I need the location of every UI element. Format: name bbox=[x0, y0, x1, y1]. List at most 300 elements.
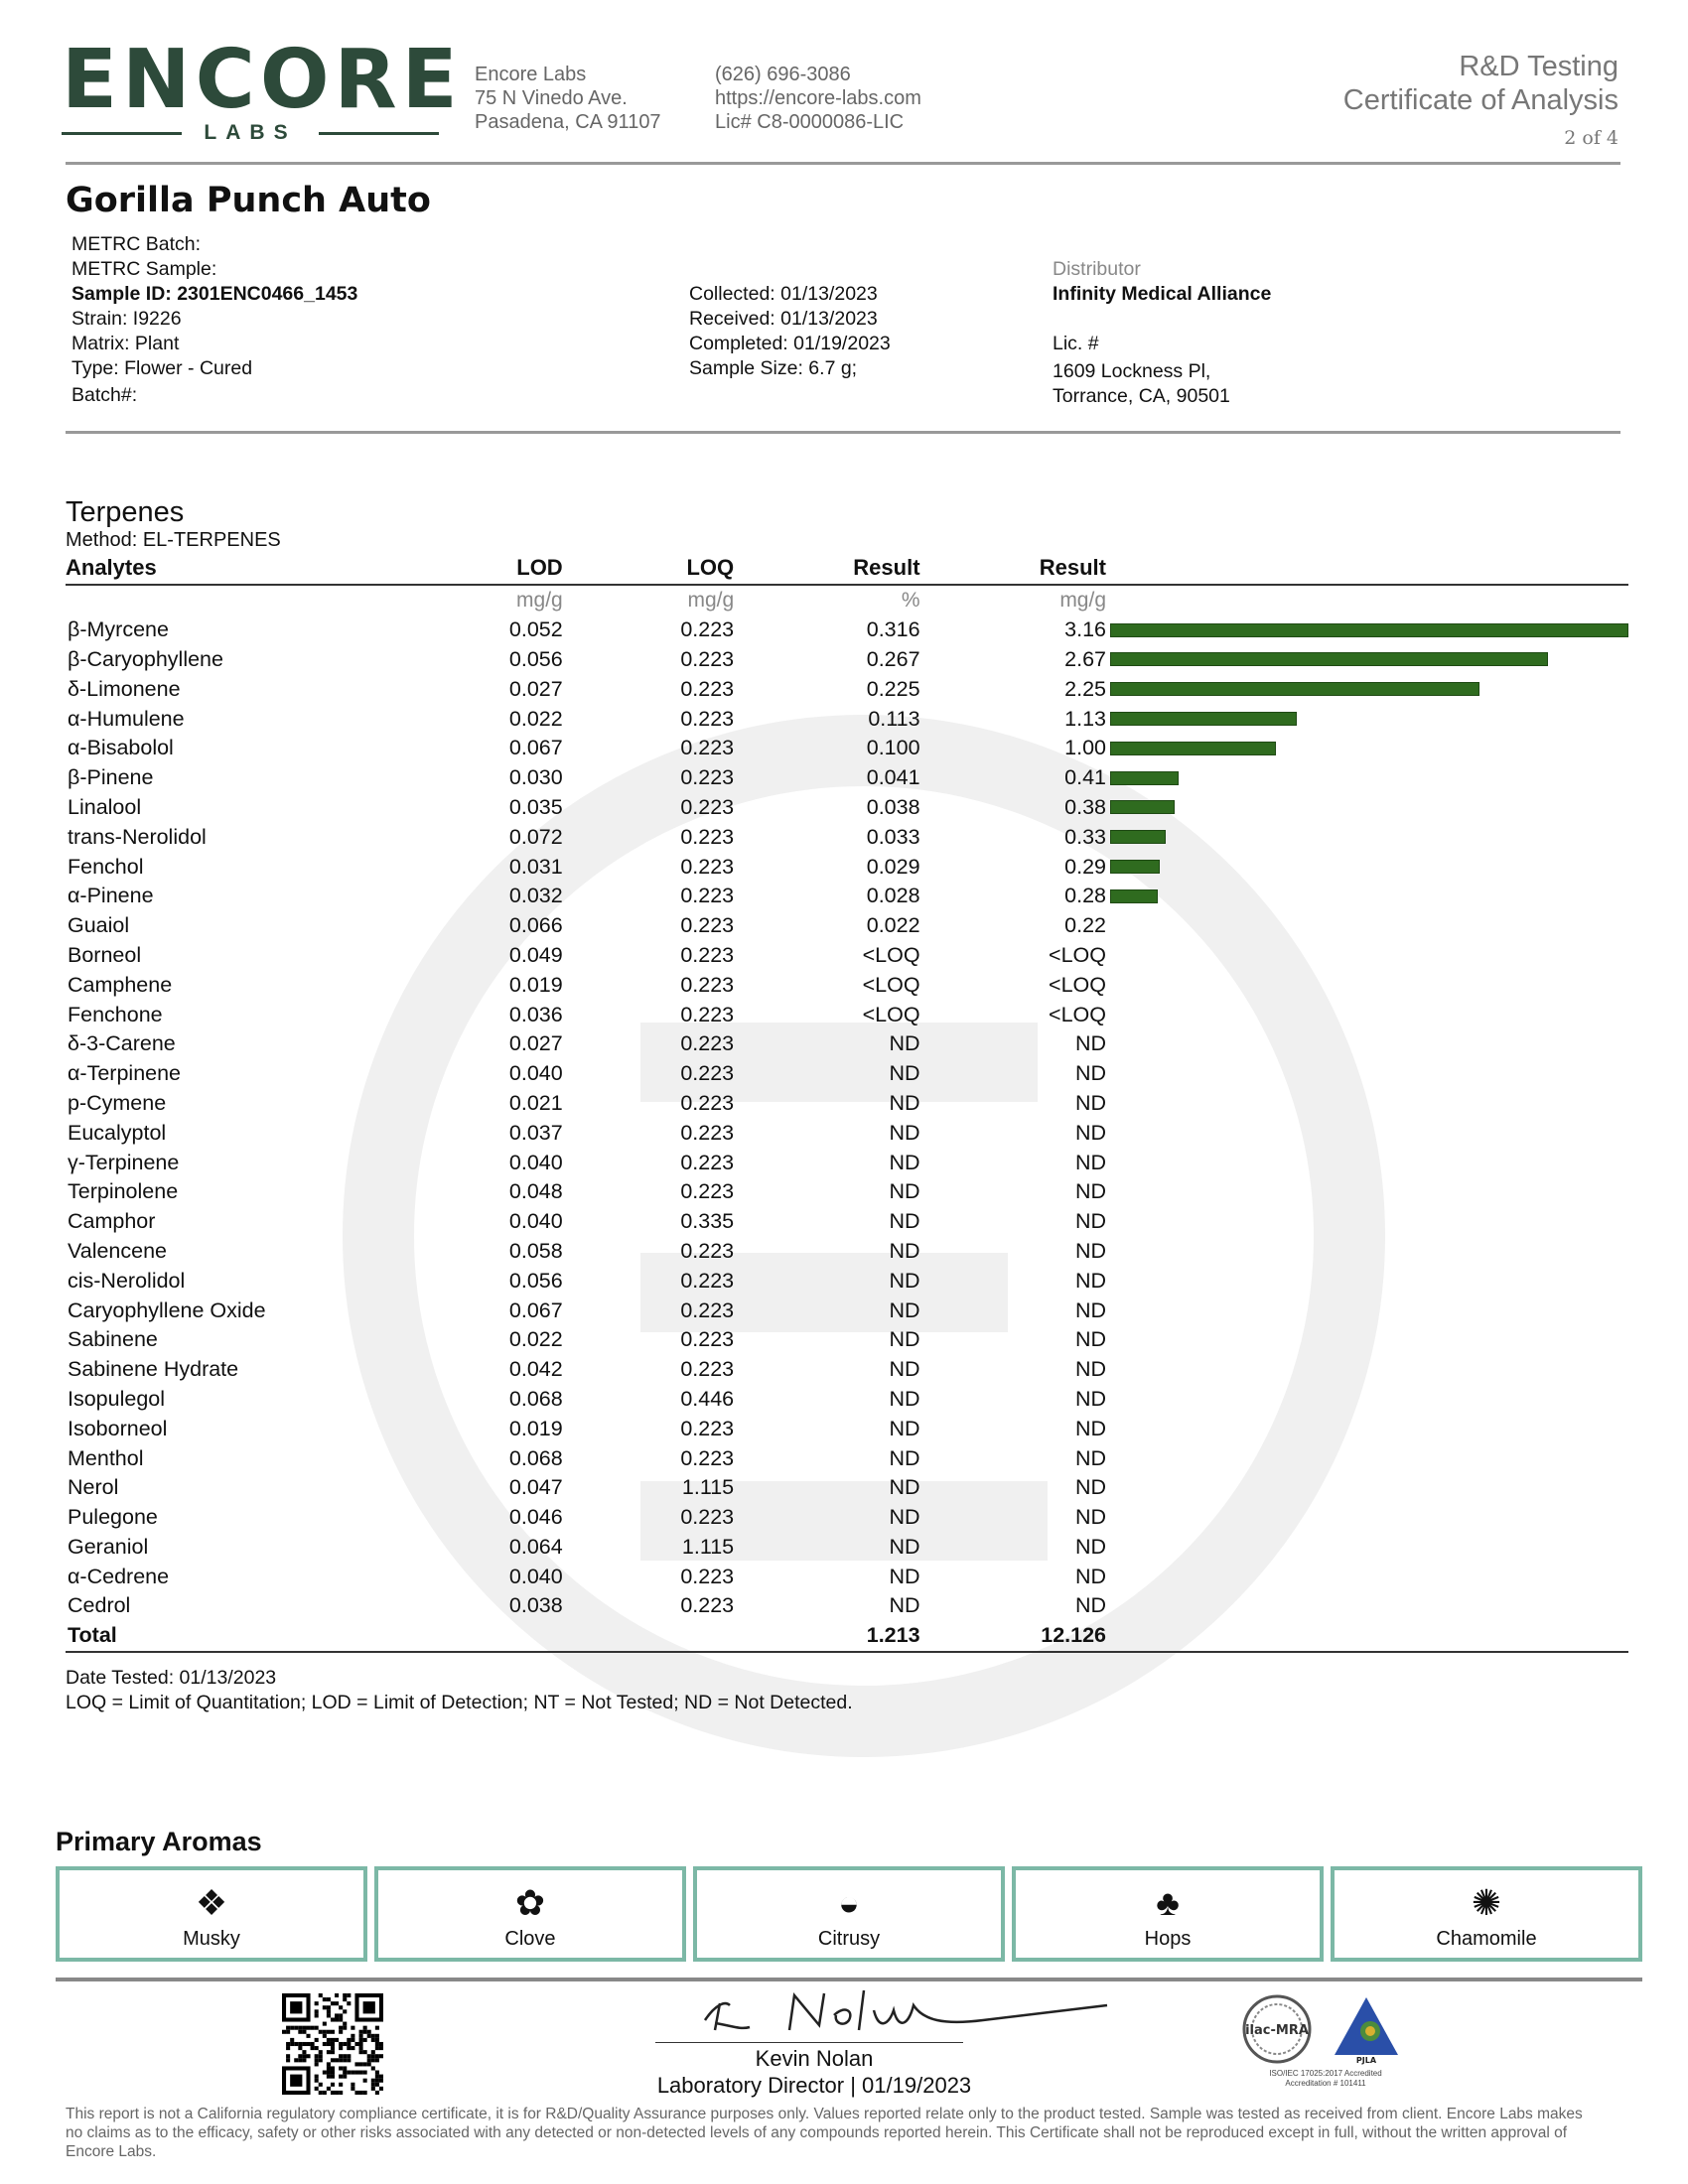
loq-value: 0.223 bbox=[680, 1268, 735, 1293]
result-bar bbox=[1110, 860, 1160, 874]
table-row bbox=[66, 1148, 1628, 1177]
lod-value: 0.019 bbox=[508, 972, 563, 997]
col-header-result-mgg: Result bbox=[920, 554, 1106, 585]
result-mgg-value: ND bbox=[1074, 1120, 1106, 1145]
sample-info-left bbox=[71, 232, 357, 408]
analyte-name: Eucalyptol bbox=[68, 1120, 167, 1145]
lod-value: 0.056 bbox=[508, 646, 563, 671]
result-bar-cell bbox=[1106, 1059, 1628, 1089]
lod-value: 0.040 bbox=[508, 1061, 563, 1086]
col-header-loq: LOQ bbox=[563, 554, 734, 585]
loq-value: 0.223 bbox=[680, 1564, 735, 1588]
result-mgg-value: ND bbox=[1074, 1505, 1106, 1530]
result-mgg-value: 3.16 bbox=[1064, 617, 1106, 642]
total-bar-empty bbox=[1106, 1621, 1628, 1652]
lab-phone: (626) 696-3086 bbox=[715, 64, 851, 85]
analyte-name: Menthol bbox=[68, 1445, 144, 1470]
aroma-label: Musky bbox=[183, 1928, 240, 1950]
table-row bbox=[66, 763, 1628, 793]
loq-value: 0.223 bbox=[680, 1090, 735, 1115]
aroma-label: Chamomile bbox=[1436, 1928, 1537, 1950]
result-bar-cell bbox=[1106, 1533, 1628, 1563]
result-bar bbox=[1110, 889, 1158, 903]
loq-value: 0.335 bbox=[680, 1209, 735, 1234]
result-mgg-value: 0.29 bbox=[1064, 854, 1106, 879]
lod-value: 0.067 bbox=[508, 736, 563, 760]
distributor-address-line2: Torrance, CA, 90501 bbox=[1053, 385, 1230, 407]
lab-contact-block bbox=[715, 63, 921, 134]
loq-value: 0.223 bbox=[680, 676, 735, 701]
loq-value: 0.223 bbox=[680, 1179, 735, 1204]
loq-value: 0.223 bbox=[680, 854, 735, 879]
result-pct-value: ND bbox=[889, 1120, 920, 1145]
lod-value: 0.027 bbox=[508, 1031, 563, 1056]
result-bar-cell bbox=[1106, 1118, 1628, 1148]
hops-icon: ♣ bbox=[1156, 1882, 1180, 1923]
doc-type-line1: R&D Testing bbox=[1459, 51, 1618, 82]
lod-value: 0.037 bbox=[508, 1120, 563, 1145]
lod-value: 0.042 bbox=[508, 1357, 563, 1382]
date-tested: Date Tested: 01/13/2023 bbox=[66, 1667, 277, 1689]
result-bar bbox=[1110, 712, 1297, 726]
result-bar-cell bbox=[1106, 1325, 1628, 1355]
distributor-name: Infinity Medical Alliance bbox=[1053, 283, 1272, 305]
lod-value: 0.022 bbox=[508, 706, 563, 731]
table-row bbox=[66, 1591, 1628, 1621]
result-pct-value: 0.028 bbox=[866, 884, 920, 908]
result-bar bbox=[1110, 830, 1166, 844]
sample-dates bbox=[689, 282, 891, 381]
analyte-name: cis-Nerolidol bbox=[68, 1268, 186, 1293]
table-row bbox=[66, 1237, 1628, 1267]
result-bar-cell bbox=[1106, 704, 1628, 734]
result-bar-cell bbox=[1106, 1237, 1628, 1267]
unit-result-pct: % bbox=[901, 588, 920, 612]
total-mgg-value: 12.126 bbox=[920, 1621, 1106, 1652]
loq-value: 0.223 bbox=[680, 765, 735, 790]
result-mgg-value: 1.00 bbox=[1064, 736, 1106, 760]
table-row bbox=[66, 1562, 1628, 1591]
lod-value: 0.040 bbox=[508, 1209, 563, 1234]
svg-text:ilac-MRA: ilac-MRA bbox=[1245, 2023, 1309, 2038]
result-pct-value: <LOQ bbox=[862, 1002, 920, 1026]
lab-name: Encore Labs bbox=[475, 64, 587, 85]
distributor-address-line1: 1609 Lockness Pl, bbox=[1053, 360, 1211, 382]
table-row bbox=[66, 615, 1628, 645]
loq-value: 0.223 bbox=[680, 1002, 735, 1026]
aroma-card-clove bbox=[374, 1866, 686, 1962]
col-header-analytes: Analytes bbox=[66, 554, 390, 585]
result-bar bbox=[1110, 652, 1548, 666]
batch-number: Batch#: bbox=[71, 384, 138, 406]
loq-value: 0.223 bbox=[680, 1593, 735, 1618]
result-bar bbox=[1110, 682, 1479, 696]
result-bar-cell bbox=[1106, 822, 1628, 852]
lod-value: 0.022 bbox=[508, 1327, 563, 1352]
result-pct-value: 0.022 bbox=[866, 913, 920, 938]
table-row bbox=[66, 1325, 1628, 1355]
method-label: Method: EL-TERPENES bbox=[66, 529, 281, 551]
signer-title: Laboratory Director | 01/19/2023 bbox=[656, 2073, 972, 2098]
table-row bbox=[66, 970, 1628, 1000]
lod-value: 0.046 bbox=[508, 1505, 563, 1530]
result-bar-cell bbox=[1106, 1355, 1628, 1385]
result-mgg-value: ND bbox=[1074, 1534, 1106, 1559]
result-mgg-value: 0.33 bbox=[1064, 824, 1106, 849]
analyte-name: trans-Nerolidol bbox=[68, 824, 207, 849]
loq-value: 0.223 bbox=[680, 1031, 735, 1056]
lod-value: 0.021 bbox=[508, 1090, 563, 1115]
lod-value: 0.064 bbox=[508, 1534, 563, 1559]
aroma-label: Hops bbox=[1144, 1928, 1192, 1950]
distributor-label: Distributor bbox=[1053, 258, 1141, 280]
lab-address-line2: Pasadena, CA 91107 bbox=[475, 111, 661, 133]
result-pct-value: ND bbox=[889, 1445, 920, 1470]
result-bar-cell bbox=[1106, 1207, 1628, 1237]
aroma-card-chamomile bbox=[1331, 1866, 1642, 1962]
result-mgg-value: ND bbox=[1074, 1209, 1106, 1234]
lod-value: 0.038 bbox=[508, 1593, 563, 1618]
accreditation-line1: ISO/IEC 17025:2017 Accredited bbox=[1269, 2069, 1382, 2078]
unit-loq: mg/g bbox=[687, 588, 735, 612]
table-row bbox=[66, 822, 1628, 852]
result-mgg-value: <LOQ bbox=[1049, 942, 1106, 967]
result-pct-value: ND bbox=[889, 1357, 920, 1382]
analyte-name: α-Terpinene bbox=[68, 1061, 182, 1086]
encore-logo-sub: LABS bbox=[62, 121, 439, 145]
matrix: Matrix: Plant bbox=[71, 333, 180, 354]
analyte-name: Borneol bbox=[68, 942, 142, 967]
result-pct-value: ND bbox=[889, 1061, 920, 1086]
strain: Strain: I9226 bbox=[71, 308, 182, 330]
result-pct-value: ND bbox=[889, 1179, 920, 1204]
header-divider bbox=[66, 162, 1620, 165]
result-pct-value: 0.225 bbox=[866, 676, 920, 701]
analyte-name: β-Caryophyllene bbox=[68, 646, 223, 671]
lod-value: 0.066 bbox=[508, 913, 563, 938]
result-mgg-value: 1.13 bbox=[1064, 706, 1106, 731]
analyte-name: β-Myrcene bbox=[68, 617, 169, 642]
analyte-name: Terpinolene bbox=[68, 1179, 179, 1204]
analyte-name: α-Bisabolol bbox=[68, 736, 174, 760]
received-date: Received: 01/13/2023 bbox=[689, 308, 878, 330]
analyte-name: δ-Limonene bbox=[68, 676, 181, 701]
result-pct-value: 0.038 bbox=[866, 794, 920, 819]
loq-value: 0.223 bbox=[680, 794, 735, 819]
signer-name: Kevin Nolan bbox=[755, 2046, 874, 2071]
lod-value: 0.058 bbox=[508, 1238, 563, 1263]
result-mgg-value: ND bbox=[1074, 1090, 1106, 1115]
loq-value: 0.223 bbox=[680, 736, 735, 760]
lod-value: 0.068 bbox=[508, 1386, 563, 1411]
metrc-sample: METRC Sample: bbox=[71, 258, 217, 280]
analyte-name: Sabinene bbox=[68, 1327, 158, 1352]
analyte-name: Nerol bbox=[68, 1475, 119, 1500]
result-bar-cell bbox=[1106, 615, 1628, 645]
total-label: Total bbox=[66, 1621, 390, 1652]
analyte-name: Isoborneol bbox=[68, 1416, 168, 1440]
lod-value: 0.068 bbox=[508, 1445, 563, 1470]
analyte-name: γ-Terpinene bbox=[68, 1150, 180, 1174]
loq-value: 0.223 bbox=[680, 942, 735, 967]
lod-value: 0.031 bbox=[508, 854, 563, 879]
table-row bbox=[66, 852, 1628, 882]
aroma-card-hops bbox=[1012, 1866, 1324, 1962]
result-mgg-value: 0.38 bbox=[1064, 794, 1106, 819]
qr-code-icon[interactable] bbox=[282, 1993, 383, 2095]
result-mgg-value: ND bbox=[1074, 1386, 1106, 1411]
unit-lod: mg/g bbox=[516, 588, 563, 612]
sample-id: Sample ID: 2301ENC0466_1453 bbox=[71, 283, 358, 305]
result-mgg-value: ND bbox=[1074, 1297, 1106, 1322]
result-pct-value: ND bbox=[889, 1593, 920, 1618]
lab-license: Lic# C8-0000086-LIC bbox=[715, 111, 905, 133]
table-row bbox=[66, 1118, 1628, 1148]
signer-block bbox=[596, 2045, 1033, 2099]
table-row bbox=[66, 645, 1628, 675]
lod-value: 0.047 bbox=[508, 1475, 563, 1500]
result-bar-cell bbox=[1106, 852, 1628, 882]
sample-size: Sample Size: 6.7 g; bbox=[689, 357, 858, 379]
col-header-result-pct: Result bbox=[734, 554, 919, 585]
result-pct-value: 0.267 bbox=[866, 646, 920, 671]
total-row bbox=[66, 1621, 1628, 1652]
loq-value: 0.223 bbox=[680, 1120, 735, 1145]
lod-value: 0.040 bbox=[508, 1150, 563, 1174]
loq-value: 0.223 bbox=[680, 1238, 735, 1263]
result-bar bbox=[1110, 771, 1179, 785]
loq-value: 0.223 bbox=[680, 1416, 735, 1440]
col-header-lod: LOD bbox=[390, 554, 562, 585]
document-type bbox=[1343, 50, 1618, 117]
result-bar-cell bbox=[1106, 882, 1628, 911]
result-pct-value: ND bbox=[889, 1268, 920, 1293]
result-bar bbox=[1110, 623, 1628, 637]
lod-value: 0.040 bbox=[508, 1564, 563, 1588]
result-bar-cell bbox=[1106, 763, 1628, 793]
distributor-license: Lic. # bbox=[1053, 333, 1099, 354]
result-bar bbox=[1110, 742, 1276, 755]
result-mgg-value: ND bbox=[1074, 1475, 1106, 1500]
lod-value: 0.048 bbox=[508, 1179, 563, 1204]
table-row bbox=[66, 1177, 1628, 1207]
loq-value: 0.223 bbox=[680, 617, 735, 642]
result-bar-cell bbox=[1106, 1296, 1628, 1325]
table-row bbox=[66, 1414, 1628, 1443]
lod-value: 0.035 bbox=[508, 794, 563, 819]
section-title-terpenes: Terpenes bbox=[66, 496, 185, 528]
abbreviation-legend: LOQ = Limit of Quantitation; LOD = Limit of Detection; NT = Not Tested; ND = Not Detected. bbox=[66, 1692, 853, 1713]
notes-block bbox=[66, 1666, 853, 1715]
metrc-batch: METRC Batch: bbox=[71, 233, 202, 255]
result-pct-value: ND bbox=[889, 1416, 920, 1440]
unit-result-mgg: mg/g bbox=[1059, 588, 1106, 612]
result-bar-cell bbox=[1106, 1266, 1628, 1296]
table-row bbox=[66, 1533, 1628, 1563]
analyte-name: α-Humulene bbox=[68, 706, 185, 731]
aroma-cards bbox=[56, 1866, 1642, 1962]
units-row bbox=[66, 585, 1628, 615]
result-mgg-value: ND bbox=[1074, 1061, 1106, 1086]
table-row bbox=[66, 704, 1628, 734]
result-bar-cell bbox=[1106, 1148, 1628, 1177]
loq-value: 0.223 bbox=[680, 1445, 735, 1470]
signature-image bbox=[685, 1976, 1122, 2045]
result-mgg-value: ND bbox=[1074, 1416, 1106, 1440]
analyte-name: p-Cymene bbox=[68, 1090, 167, 1115]
collected-date: Collected: 01/13/2023 bbox=[689, 283, 878, 305]
analyte-name: Isopulegol bbox=[68, 1386, 166, 1411]
lod-value: 0.072 bbox=[508, 824, 563, 849]
result-bar-cell bbox=[1106, 1089, 1628, 1119]
aroma-card-citrusy bbox=[693, 1866, 1005, 1962]
lab-website[interactable]: https://encore-labs.com bbox=[715, 87, 921, 109]
analyte-name: Cedrol bbox=[68, 1593, 131, 1618]
table-row bbox=[66, 1503, 1628, 1533]
lab-address-line1: 75 N Vinedo Ave. bbox=[475, 87, 628, 109]
result-pct-value: 0.029 bbox=[866, 854, 920, 879]
analyte-name: Valencene bbox=[68, 1238, 168, 1263]
loq-value: 0.223 bbox=[680, 1061, 735, 1086]
result-bar-cell bbox=[1106, 1385, 1628, 1415]
result-mgg-value: ND bbox=[1074, 1327, 1106, 1352]
lod-value: 0.032 bbox=[508, 884, 563, 908]
table-row bbox=[66, 1207, 1628, 1237]
result-mgg-value: ND bbox=[1074, 1268, 1106, 1293]
citrus-slice-icon: ◒ bbox=[838, 1882, 860, 1923]
result-bar-cell bbox=[1106, 1029, 1628, 1059]
table-row bbox=[66, 882, 1628, 911]
col-header-bar bbox=[1106, 554, 1628, 585]
result-mgg-value: ND bbox=[1074, 1238, 1106, 1263]
hop-cone-icon: ❖ bbox=[195, 1882, 228, 1923]
table-row bbox=[66, 1296, 1628, 1325]
result-bar-cell bbox=[1106, 1000, 1628, 1029]
info-divider bbox=[66, 431, 1620, 434]
result-mgg-value: 2.67 bbox=[1064, 646, 1106, 671]
table-row bbox=[66, 1473, 1628, 1503]
result-bar-cell bbox=[1106, 793, 1628, 823]
lod-value: 0.056 bbox=[508, 1268, 563, 1293]
loq-value: 0.223 bbox=[680, 1357, 735, 1382]
result-pct-value: 0.100 bbox=[866, 736, 920, 760]
completed-date: Completed: 01/19/2023 bbox=[689, 333, 891, 354]
lod-value: 0.049 bbox=[508, 942, 563, 967]
result-bar-cell bbox=[1106, 970, 1628, 1000]
encore-logo: ENCORE bbox=[62, 33, 463, 127]
clove-icon: ✿ bbox=[514, 1882, 546, 1923]
svg-text:PJLA: PJLA bbox=[1355, 2056, 1377, 2065]
sample-type: Type: Flower - Cured bbox=[71, 357, 253, 379]
lod-value: 0.019 bbox=[508, 1416, 563, 1440]
loq-value: 1.115 bbox=[681, 1475, 735, 1500]
analyte-name: α-Cedrene bbox=[68, 1564, 170, 1588]
accreditation-text bbox=[1241, 2069, 1410, 2089]
result-bar-cell bbox=[1106, 1591, 1628, 1621]
result-bar-cell bbox=[1106, 734, 1628, 763]
result-pct-value: 0.041 bbox=[866, 765, 920, 790]
result-pct-value: 0.316 bbox=[866, 617, 920, 642]
page-number: 2 of 4 bbox=[1564, 127, 1618, 149]
result-pct-value: ND bbox=[889, 1505, 920, 1530]
doc-type-line2: Certificate of Analysis bbox=[1342, 84, 1618, 116]
terpenes-table bbox=[66, 554, 1628, 1653]
table-header-row bbox=[66, 554, 1628, 585]
result-bar-cell bbox=[1106, 1443, 1628, 1473]
result-pct-value: ND bbox=[889, 1564, 920, 1588]
loq-value: 0.223 bbox=[680, 646, 735, 671]
result-pct-value: ND bbox=[889, 1031, 920, 1056]
result-pct-value: ND bbox=[889, 1238, 920, 1263]
result-pct-value: <LOQ bbox=[862, 972, 920, 997]
result-bar-cell bbox=[1106, 1414, 1628, 1443]
loq-value: 0.223 bbox=[680, 913, 735, 938]
result-mgg-value: 0.22 bbox=[1064, 913, 1106, 938]
loq-value: 0.223 bbox=[680, 1150, 735, 1174]
result-bar-cell bbox=[1106, 645, 1628, 675]
lod-value: 0.036 bbox=[508, 1002, 563, 1026]
result-pct-value: ND bbox=[889, 1150, 920, 1174]
lod-value: 0.052 bbox=[508, 617, 563, 642]
total-loq-empty bbox=[563, 1621, 734, 1652]
result-mgg-value: ND bbox=[1074, 1564, 1106, 1588]
analyte-name: Linalool bbox=[68, 794, 142, 819]
result-mgg-value: 0.28 bbox=[1064, 884, 1106, 908]
distributor-block bbox=[1053, 257, 1271, 409]
table-row bbox=[66, 1443, 1628, 1473]
loq-value: 0.223 bbox=[680, 706, 735, 731]
result-mgg-value: ND bbox=[1074, 1445, 1106, 1470]
analyte-name: β-Pinene bbox=[68, 765, 154, 790]
result-mgg-value: ND bbox=[1074, 1593, 1106, 1618]
table-row bbox=[66, 911, 1628, 941]
aroma-label: Citrusy bbox=[817, 1928, 881, 1950]
analyte-name: Camphor bbox=[68, 1209, 156, 1234]
table-row bbox=[66, 1029, 1628, 1059]
analyte-name: Sabinene Hydrate bbox=[68, 1357, 239, 1382]
table-row bbox=[66, 674, 1628, 704]
table-row bbox=[66, 1385, 1628, 1415]
disclaimer-text: This report is not a California regulatory compliance certificate, it is for R&D/Quality Assurance purposes only. Values reported relate only to the product tested. Sample was tested as received from client. Encore Labs makes no claims as to the efficacy, safety or other risks associated with any detected or non-detected levels of any compounds reported herein. This Certificate shall not be reproduced except in full, without the written approval of Encore Labs. bbox=[66, 2106, 1583, 2160]
result-mgg-value: ND bbox=[1074, 1357, 1106, 1382]
total-pct-value: 1.213 bbox=[734, 1621, 919, 1652]
result-bar-cell bbox=[1106, 941, 1628, 971]
result-bar bbox=[1110, 800, 1175, 814]
result-bar-cell bbox=[1106, 674, 1628, 704]
table-row bbox=[66, 1355, 1628, 1385]
result-mgg-value: 0.41 bbox=[1064, 765, 1106, 790]
analyte-name: Geraniol bbox=[68, 1534, 149, 1559]
result-pct-value: 0.113 bbox=[868, 706, 920, 731]
result-mgg-value: <LOQ bbox=[1049, 972, 1106, 997]
result-mgg-value: <LOQ bbox=[1049, 1002, 1106, 1026]
result-pct-value: <LOQ bbox=[862, 942, 920, 967]
result-pct-value: ND bbox=[889, 1386, 920, 1411]
table-row bbox=[66, 1266, 1628, 1296]
table-row bbox=[66, 1000, 1628, 1029]
table-row bbox=[66, 1089, 1628, 1119]
aroma-label: Clove bbox=[504, 1928, 556, 1950]
loq-value: 0.446 bbox=[680, 1386, 735, 1411]
result-mgg-value: 2.25 bbox=[1064, 676, 1106, 701]
analyte-name: Caryophyllene Oxide bbox=[68, 1297, 266, 1322]
loq-value: 0.223 bbox=[680, 1505, 735, 1530]
result-pct-value: ND bbox=[889, 1209, 920, 1234]
result-pct-value: ND bbox=[889, 1534, 920, 1559]
loq-value: 0.223 bbox=[680, 824, 735, 849]
result-pct-value: ND bbox=[889, 1297, 920, 1322]
result-bar-cell bbox=[1106, 911, 1628, 941]
